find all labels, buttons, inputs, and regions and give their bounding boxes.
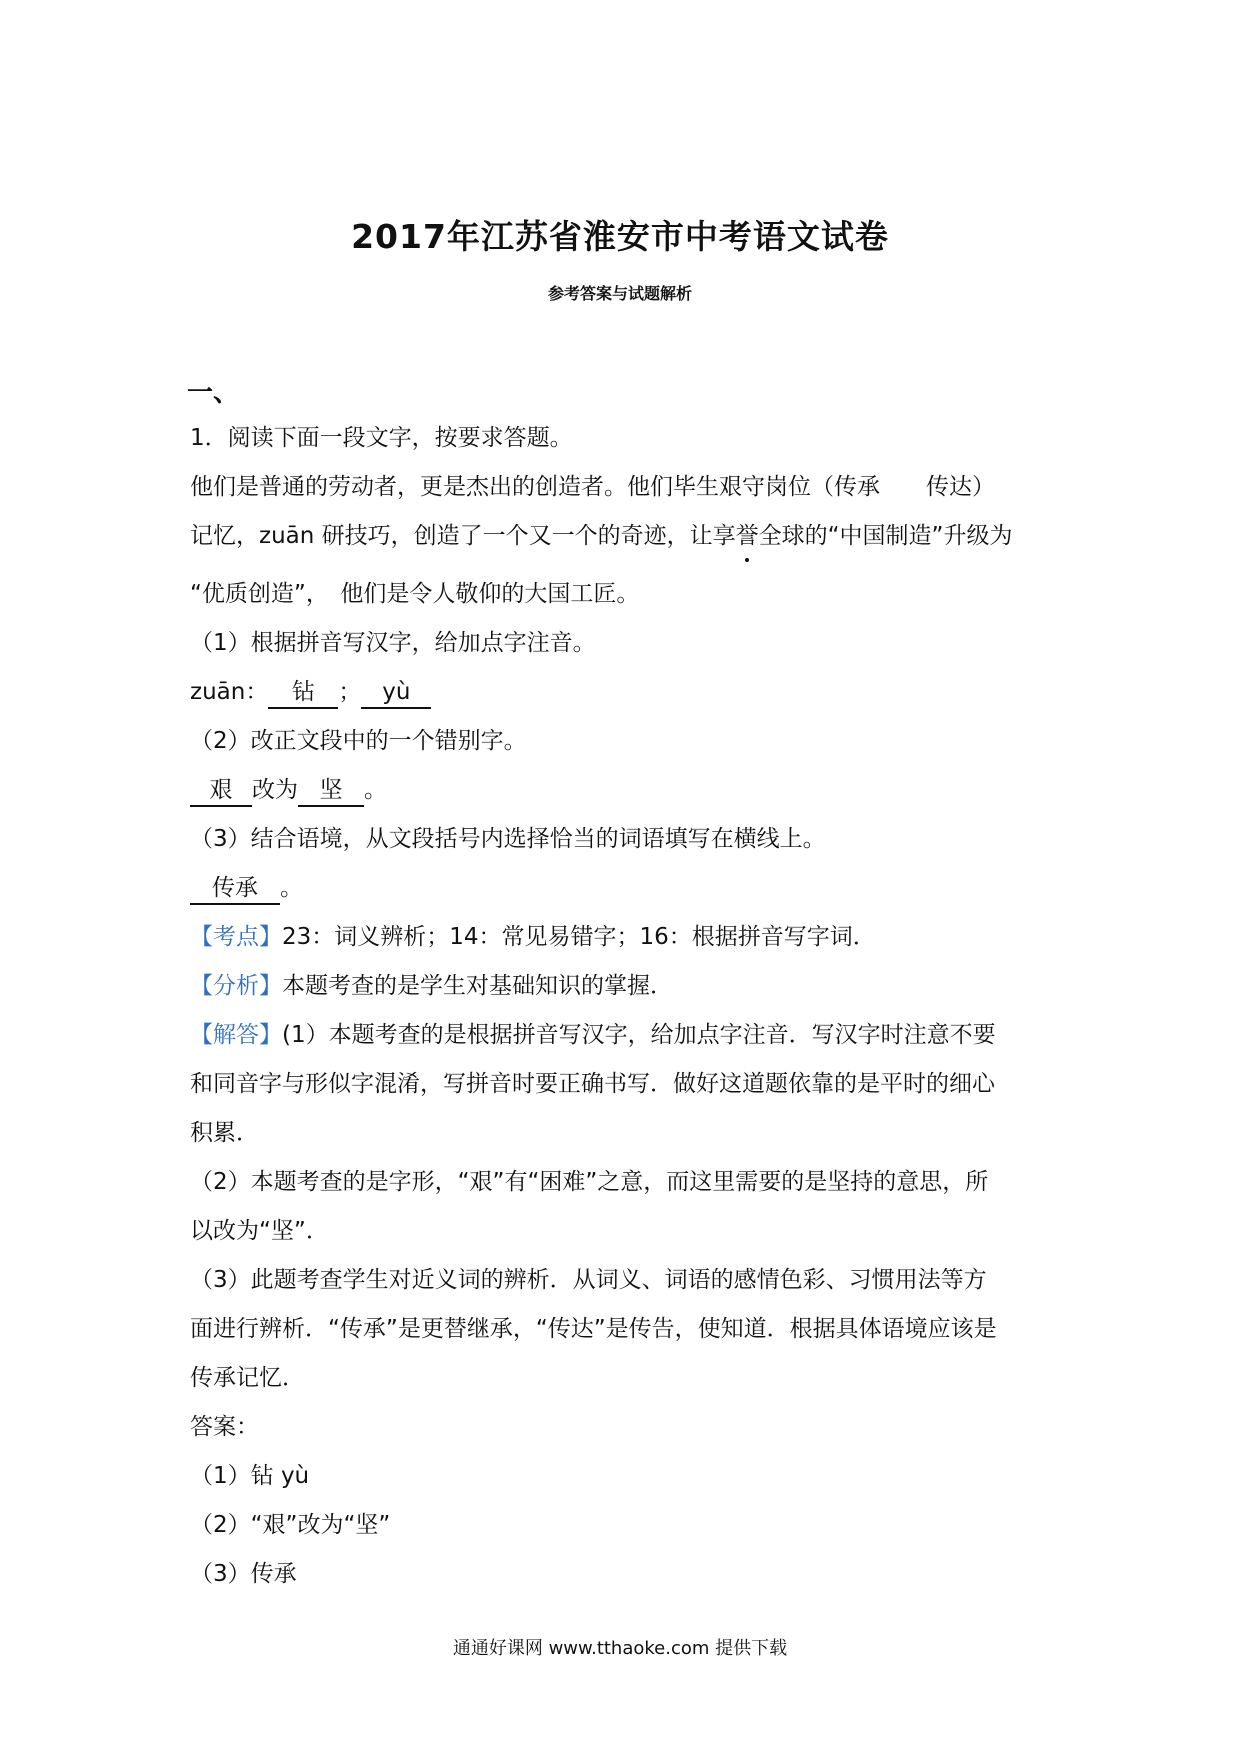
- passage-line-2: [190, 518, 1060, 554]
- sub-answer-3: [190, 870, 1060, 906]
- answer-blank-3: 传承: [190, 873, 280, 905]
- answer-item-2: （2）“艰”改为“坚”: [190, 1512, 391, 1538]
- sub-question-3: （3）结合语境，从文段括号内选择恰当的词语填写在横线上。: [190, 826, 826, 852]
- sub-answer-2-end: 。: [364, 777, 387, 803]
- answer-blank-right: 坚: [298, 775, 364, 807]
- explain-2-line-1: （2）本题考查的是字形，“艰”有“困难”之意，而这里需要的是坚持的意思，所: [190, 1169, 989, 1195]
- dotted-character: 誉: [736, 518, 759, 554]
- jieda-line-3: 积累．: [190, 1120, 259, 1146]
- explain-3-line-3: 传承记忆．: [190, 1365, 305, 1391]
- page-title: 2017年江苏省淮安市中考语文试卷: [351, 217, 889, 256]
- kaodian-line: [190, 919, 1060, 955]
- passage-line-3: “优质创造”， 他们是令人敬仰的大国工匠。: [190, 581, 640, 607]
- sub-answer-2: [190, 772, 1060, 808]
- jieda-line-2: 和同音字与形似字混淆，写拼音时要正确书写．做好这道题依靠的是平时的细心: [190, 1071, 995, 1097]
- sub-question-2: （2）改正文段中的一个错别字。: [190, 728, 527, 754]
- sub-question-1: （1）根据拼音写汉字，给加点字注音。: [190, 630, 596, 656]
- kaodian-text: 23：词义辨析；14：常见易错字；16：根据拼音写字词．: [282, 924, 876, 950]
- answer-separator: ；: [338, 679, 362, 705]
- answers-label: 答案：: [190, 1414, 259, 1440]
- answer-blank-1: 钻: [268, 677, 338, 709]
- answer-blank-wrong: 艰: [190, 775, 252, 807]
- fenxi-line: [190, 968, 1060, 1004]
- page-subtitle: 参考答案与试题解析: [547, 284, 692, 303]
- passage-line-2-post: 全球的“中国制造”升级为: [758, 523, 1013, 549]
- question-prompt: 1．阅读下面一段文字，按要求答题。: [190, 425, 573, 451]
- fenxi-tag: 【分析】: [190, 973, 282, 999]
- answer-item-3: （3）传承: [190, 1561, 297, 1587]
- explain-3-line-2: 面进行辨析．“传承”是更替继承，“传达”是传告，使知道．根据具体语境应该是: [190, 1316, 997, 1342]
- sub-answer-1: [190, 674, 1060, 710]
- kaodian-tag: 【考点】: [190, 924, 282, 950]
- change-to-label: 改为: [252, 777, 298, 803]
- pinyin-prefix: zuān：: [190, 679, 269, 705]
- explain-3-line-1: （3）此题考查学生对近义词的辨析．从词义、词语的感情色彩、习惯用法等方: [190, 1267, 987, 1293]
- page-footer: 通通好课网 www.tthaoke.com 提供下载: [452, 1638, 788, 1659]
- question-content: [190, 420, 1060, 1605]
- passage-line-1: 他们是普通的劳动者，更是杰出的创造者。他们毕生艰守岗位（传承 传达）: [190, 474, 995, 500]
- jieda-tag: 【解答】: [190, 1022, 282, 1048]
- jieda-line-1: [190, 1017, 1060, 1053]
- jieda-text-1: (1）本题考查的是根据拼音写汉字，给加点字注音．写汉字时注意不要: [282, 1022, 996, 1048]
- explain-2-line-2: 以改为“坚”．: [190, 1218, 329, 1244]
- passage-line-2-pre: 记忆，zuān 研技巧，创造了一个又一个的奇迹，让享: [190, 523, 736, 549]
- sub-answer-3-end: 。: [280, 875, 303, 901]
- section-heading: 一、: [187, 378, 240, 408]
- answer-item-1: （1）钻 yù: [190, 1463, 310, 1489]
- answer-blank-2: yù: [361, 677, 431, 709]
- fenxi-text: 本题考查的是学生对基础知识的掌握．: [282, 973, 673, 999]
